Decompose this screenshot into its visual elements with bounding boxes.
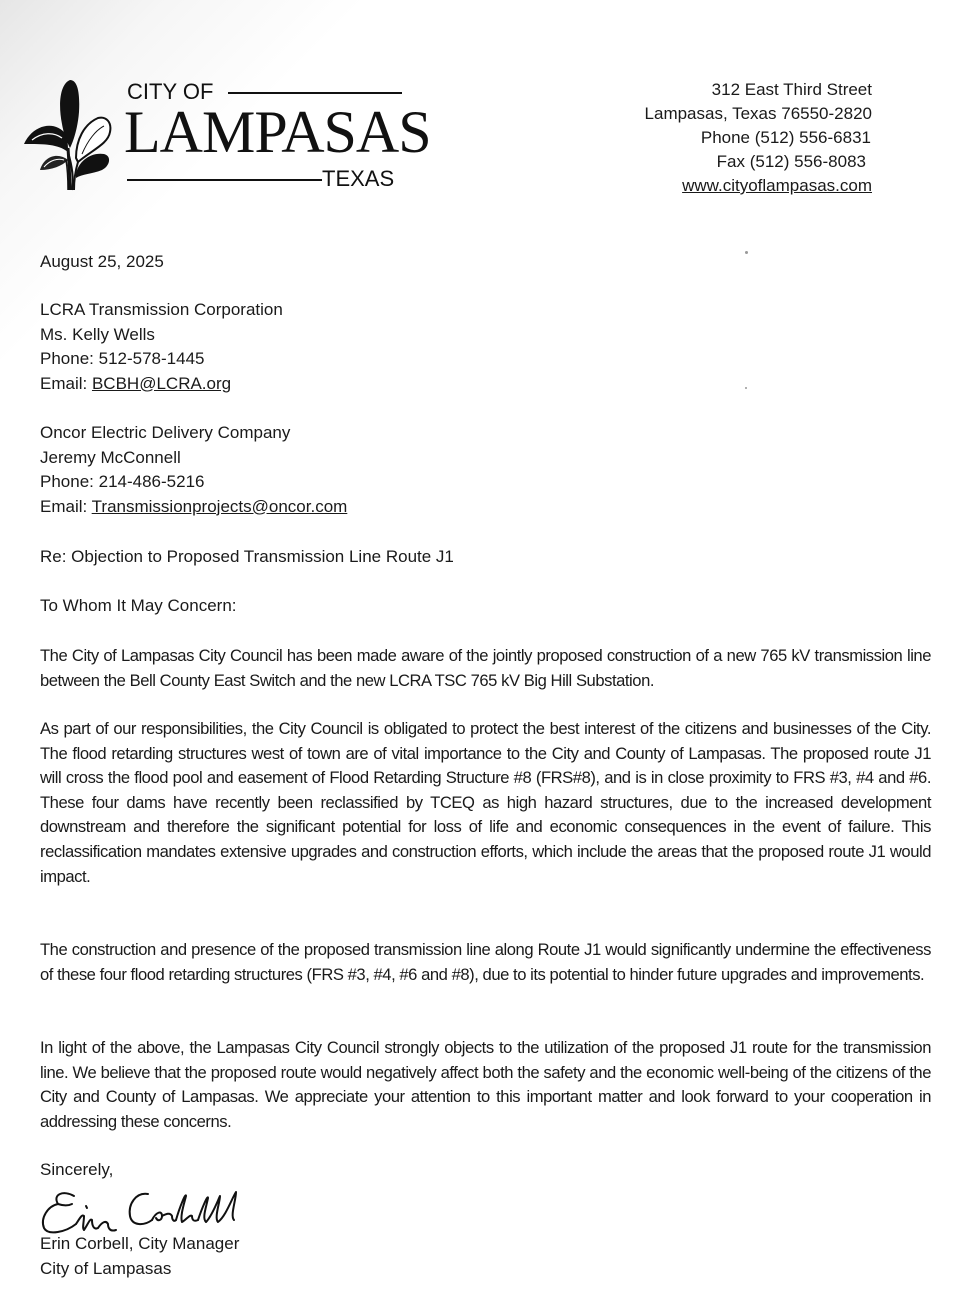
address-city-state-zip: Lampasas, Texas 76550-2820 [644, 104, 872, 123]
subject-line: Re: Objection to Proposed Transmission Line Route J1 [40, 547, 454, 566]
recipient-email-line [40, 372, 283, 397]
letterhead-address [645, 78, 872, 198]
recipient-email-line [40, 495, 347, 520]
address-street: 312 East Third Street [711, 80, 872, 99]
salutation: To Whom It May Concern: [40, 596, 237, 615]
valediction: Sincerely, [40, 1160, 114, 1179]
handwritten-signature-icon [36, 1186, 256, 1238]
scan-speck [745, 387, 747, 389]
recipient-phone-line [40, 347, 283, 372]
body-paragraph-1: The City of Lampasas City Council has been made aware of the jointly proposed construction of a new 765 kV transmission line between the Bell County East Switch and the new LCRA TSC 765 kV Big Hill Substation. [40, 646, 931, 690]
recipient-name: Jeremy McConnell [40, 447, 181, 467]
body-paragraph-3: The construction and presence of the proposed transmission line along Route J1 would significantly undermine the effectiveness of these four flood retarding structures (FRS #3, #4, #6 and #8), due to its potential to hinder future upgrades and improvements. [40, 940, 931, 984]
phone-label: Phone: [40, 349, 94, 368]
email-label: Email: [40, 373, 88, 393]
signer-name-title: Erin Corbell, City Manager [40, 1234, 240, 1253]
city-logo [22, 74, 431, 194]
closing-valediction-block [40, 1158, 113, 1183]
recipient-email-link[interactable]: Transmissionprojects@oncor.com [91, 496, 348, 516]
recipient-phone: 512-578-1445 [98, 349, 205, 368]
recipient-organization: Oncor Electric Delivery Company [40, 423, 291, 442]
logo-rule-top [228, 92, 402, 94]
recipient-phone: 214-486-5216 [98, 472, 205, 491]
recipient-oncor [40, 421, 347, 519]
recipient-lcra [40, 298, 283, 396]
plant-leaves-icon [22, 74, 122, 192]
address-fax: Fax (512) 556-8083 [716, 152, 866, 171]
scan-speck [745, 251, 748, 254]
body-paragraph-2: As part of our responsibilities, the City Council is obligated to protect the best interest of the citizens and businesses of the City. The flood retarding structures west of town are of vital importance to the City and County of Lampasas. The proposed route J1 will cross the flood pool and easement of Flood Retarding Structure #8 (FRS#8), and is in close proximity to FRS #3, #4 and #6. These four dams have recently been reclassified by TCEQ as high hazard structures, due to the increased development downstream and therefore the significant potential for loss of life and economic consequences in the event of failure. This reclassification mandates extensive upgrades and construction efforts, which include the areas that the proposed route J1 would impact. [40, 719, 931, 886]
subject-line-block [40, 545, 454, 570]
letter-date: August 25, 2025 [40, 252, 164, 271]
letter-date-block [40, 250, 164, 275]
address-phone: Phone (512) 556-6831 [700, 128, 871, 147]
logo-city-name: LAMPASAS [124, 99, 431, 165]
signature-block [40, 1232, 239, 1281]
signer-organization: City of Lampasas [40, 1258, 172, 1278]
recipient-name: Ms. Kelly Wells [40, 324, 155, 344]
recipient-organization: LCRA Transmission Corporation [40, 300, 283, 319]
body-paragraph-4: In light of the above, the Lampasas City Council strongly objects to the utilization of the proposed J1 route for the transmission line. We believe that the proposed route would negatively affect both the safety and the economic well-being of the citizens of the City and County of Lampasas. We appreciate your attention to this important matter and look forward to your cooperation in addressing these concerns. [40, 1038, 931, 1131]
salutation-block [40, 594, 237, 619]
phone-label: Phone: [40, 472, 94, 491]
website-link[interactable]: www.cityoflampasas.com [682, 176, 872, 195]
logo-state: TEXAS [322, 166, 395, 191]
logo-rule-bottom [127, 179, 322, 181]
recipient-email-link[interactable]: BCBH@LCRA.org [91, 373, 232, 393]
logo-city-of: CITY OF [127, 79, 214, 104]
recipient-phone-line [40, 470, 347, 495]
email-label: Email: [40, 496, 88, 516]
